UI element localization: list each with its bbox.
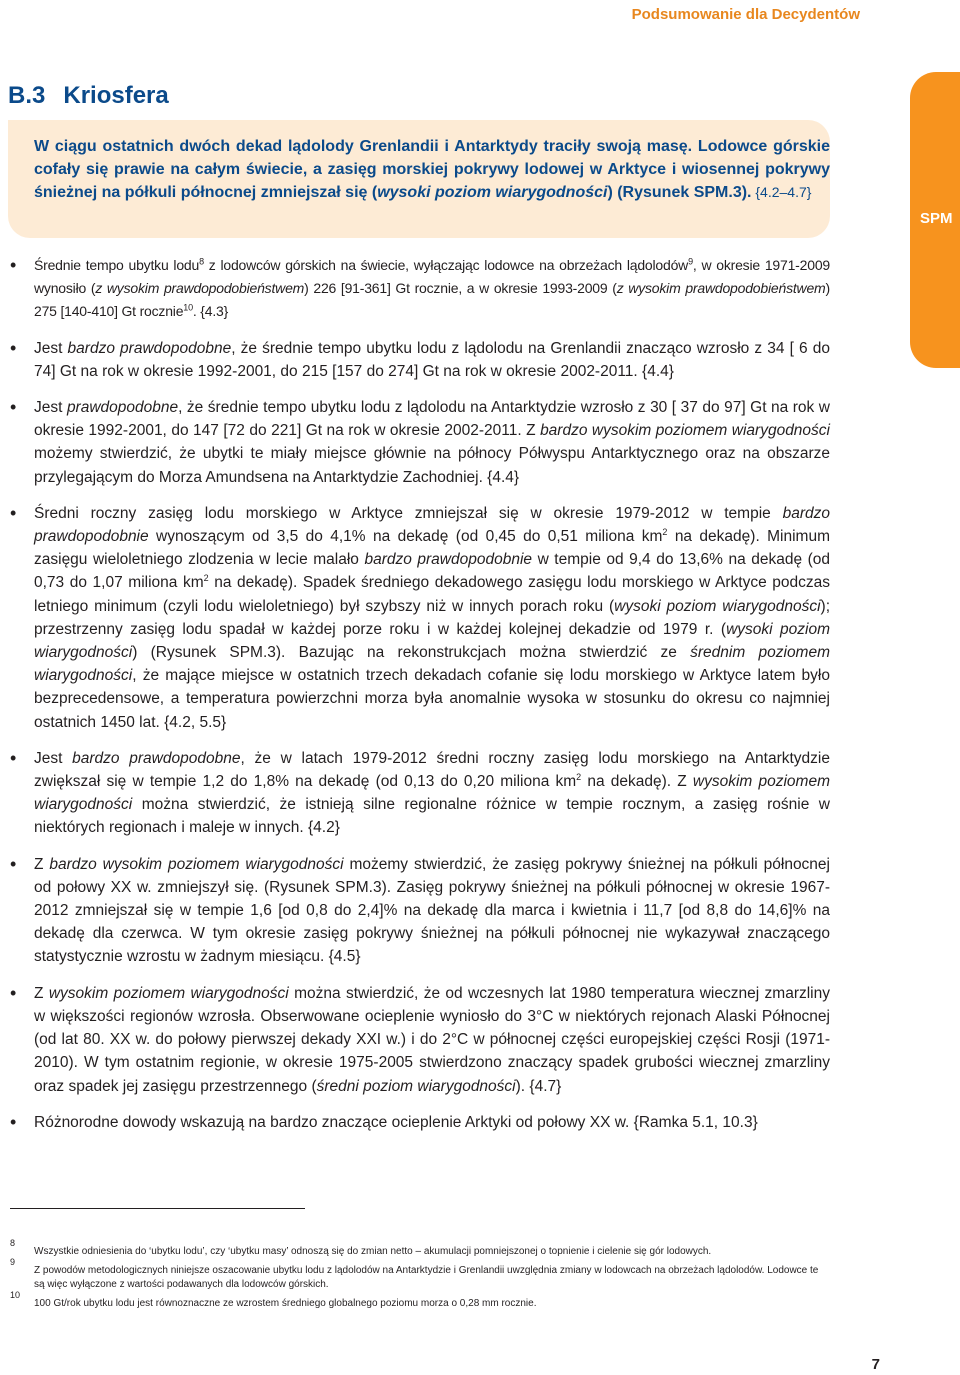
section-number: B.3 [8,82,46,109]
text: , w okresie 1971-2009 wynosiło ( [34,257,830,297]
text: Średnie tempo ubytku lodu [34,257,200,273]
footnote-text: Wszystkie odniesienia do ‘ubytku lodu’, czy ‘ubytku masy’ odnoszą się do zmian netto – akumulacji pomniejszonej o topnienie i cielenie się gór lodowych. [34,1246,712,1257]
footnote-number: 10 [10,1290,21,1300]
finding-glaciers [10,254,830,324]
italic-text: bardzo wysokim poziomem wiarygodności [49,855,344,873]
footnote [10,1257,830,1292]
text: z lodowców górskich na świecie, wyłączając lodowce na obrzeżach lądolodów [203,257,689,273]
text: Z [34,855,50,873]
text: Jest [34,399,67,417]
text: możemy stwierdzić, że ubytki te miały miejsce głównie na północy Półwyspu Antarktycznego oraz na obszarze przylegającym do Morza Amundsena na Antarktydzie Zachodniej. {4.4} [34,445,830,486]
text: , że mające miejsce w ostatnich trzech dekadach cofanie się lodu morskiego w Arktyce latem było bezprecedensowe, a temperatura powierzchni morza była anomalnie wysoka w stosunku do okresu co najmniej ostatnich 1450 lat. {4.2, 5.5} [34,667,830,731]
footnote-ref: 9 [688,256,693,267]
summary-confidence: wysoki poziom wiarygodności [377,184,608,201]
finding-antarctic-sea-ice [10,747,830,840]
text: . {4.3} [192,303,229,320]
findings-list [10,254,830,1147]
text: można stwierdzić, że od wczesnych lat 1980 temperatura wiecznej zmarzliny w większości regionów wzrosła. Obserwowane ocieplenie wyniosło do 3°C w niektórych rejonach Alaski Północnej (od lat 80. XX w. do połowy pierwszej dekady XXI w.) i do 2°C w północnej części europejskiej części Rosji (1971-2010). W tym ostatnim regionie, w okresie 1975-2005 stwierdzono znaczący spadek grubości wiecznej zmarzliny oraz spadek jej zasięgu przestrzennego ( [34,984,830,1095]
italic-text: wysokim poziomem wiarygodności [48,984,289,1002]
footnote-text: Z powodów metodologicznych niniejsze oszacowanie ubytku lodu z lądolodów na Antarktydzie i Grenlandii uwzględnia zmiany w lodowcach na obrzeżach lądolodów. Lodowce te są więc wyłączone z wartości podawanych dla lodowców górskich. [34,1265,819,1290]
footnote-divider [10,1208,305,1209]
superscript: 2 [576,771,582,782]
italic-text: bardzo prawdopodobne [67,339,232,357]
finding-arctic-sea-ice [10,502,830,734]
text: można stwierdzić, że istnieją silne regionalne różnice w tempie rocznym, a zasięg rośnie w niektórych regionach i maleje w innych. {4.2} [34,796,830,837]
footnote-text: 100 Gt/rok ubytku lodu jest równoznaczne ze wzrostem średniego globalnego poziomu morza o 0,28 mm rocznie. [34,1298,537,1309]
text: Z [34,984,49,1002]
section-heading [8,82,169,110]
finding-greenland [10,337,830,383]
italic-text: bardzo prawdopodobne [72,749,241,767]
summary-text-end: ) (Rysunek SPM.3). [607,184,752,201]
italic-text: wysokim poziomem wiarygodności [34,773,830,814]
text: Jest [34,749,73,767]
summary-text: W ciągu ostatnich dwóch dekad lądolody Grenlandii i Antarktydy traciły swoją masę. Lodowce górskie cofały się prawie na całym świecie, a zasięg morskiej pokrywy lodowej w Arktyce i wiosennej pokrywy śnieżnej na półkuli północnej zmniejszał się ( [34,138,830,201]
superscript: 2 [203,573,209,584]
footnote-number: 8 [10,1238,16,1248]
italic-text: prawdopodobne [66,399,179,417]
section-title: Kriosfera [63,82,169,109]
spm-tab-label: SPM [920,210,953,227]
footnote-ref: 10 [183,302,193,313]
italic-text: wysoki poziom wiarygodności [34,620,831,662]
text: , że średnie tempo ubytku lodu z lądolodu na Antarktydzie wzrosło z 30 [ 37 do 97] Gt na rok w okresie 1992-2001, do 147 [72 do 221] Gt na rok w okresie 2002-2011. Z [34,399,831,440]
text: Jest [34,339,68,357]
text: wynoszącym od 3,5 do 4,1% na dekadę (od 0,45 do 0,51 miliona km [148,528,663,546]
italic-text: bardzo prawdopodobnie [364,551,533,569]
italic-text: bardzo prawdopodobnie [34,504,830,546]
italic-text: bardzo wysokim poziomem wiarygodności [540,422,830,440]
superscript: 2 [662,526,668,537]
finding-antarctica [10,396,830,489]
finding-arctic-warming [10,1111,830,1134]
italic-text: z wysokim prawdopodobieństwem [616,280,826,297]
footnote [10,1290,830,1311]
text: Średni roczny zasięg lodu morskiego w Arktyce zmniejszał się w okresie 1979-2012 w tempie [34,504,783,522]
spm-side-tab [910,72,960,368]
footnotes [10,1238,830,1316]
text: , że w latach 1979-2012 średni roczny zasięg lodu morskiego na Antarktydzie zwiększał się w tempie 1,2 do 1,8% na dekadę (od 0,13 do 0,20 miliona km [34,749,830,791]
text: ) 275 [140-410] Gt rocznie [34,280,830,320]
finding-permafrost [10,982,830,1098]
text: na dekadę). Z [581,773,693,791]
running-header: Podsumowanie dla Decydentów [631,6,860,23]
text: Różnorodne dowody wskazują na bardzo znaczące ocieplenie Arktyki od połowy XX w. {Ramka 5.1, 10.3} [34,1113,758,1131]
text: ) (Rysunek SPM.3). Bazując na rekonstrukcjach można stwierdzić ze [132,644,691,662]
text: ). {4.7} [515,1077,562,1095]
footnote [10,1238,830,1259]
text: ); przestrzenny zasięg lodu spadał w każdej porze roku i w każdej kolejnej dekadzie od 1979 r. ( [34,597,830,638]
summary-refs: {4.2–4.7} [751,184,812,200]
footnote-number: 9 [10,1257,16,1267]
text: możemy stwierdzić, że zasięg pokrywy śnieżnej na półkuli północnej od połowy XX w. zmniejszył się. (Rysunek SPM.3). Zasięg pokrywy śnieżnej na półkuli północnej w okresie 1967-2012 zmniejszał się w tempie 1,6 [od 0,8 do 2,4]% na dekadę dla marca i kwietnia i 11,7 [od 8,8 do 14,6]% na dekadę dla czerwca. W tym okresie zasięg pokrywy śnieżnej na półkuli północnej nie wykazywał znaczącego statystycznie wzrostu w żadnym miesiącu. {4.5} [34,855,830,966]
text: w tempie od 9,4 do 13,6% na dekadę (od 0,73 do 1,07 miliona km [34,551,831,592]
text: na dekadę). Spadek średniego dekadowego zasięgu lodu morskiego w Arktyce podczas letniego minimum (czyli lodu wieloletniego) był szybszy niż w innych porach roku ( [34,574,830,615]
text: , że średnie tempo ubytku lodu z lądolodu na Grenlandii znacząco wzrosło z 34 [ 6 do 74] Gt na rok w okresie 1992-2001, do 215 [157 do 274] Gt na rok w okresie 2002-2011. {4.4} [34,339,830,380]
page-number: 7 [871,1356,880,1373]
text: na dekadę). Minimum zasięgu wieloletniego zlodzenia w lecie malało [34,528,830,569]
footnote-ref: 8 [199,256,204,267]
headline-summary-box [8,120,830,238]
italic-text: wysoki poziom wiarygodności [614,597,821,615]
finding-snow-cover [10,853,830,969]
italic-text: średni poziom wiarygodności [316,1077,516,1095]
italic-text: średnim poziomem wiarygodności [34,644,831,685]
text: ) 226 [91-361] Gt rocznie, a w okresie 1993-2009 ( [304,280,617,297]
italic-text: z wysokim prawdopodobieństwem [95,280,305,297]
